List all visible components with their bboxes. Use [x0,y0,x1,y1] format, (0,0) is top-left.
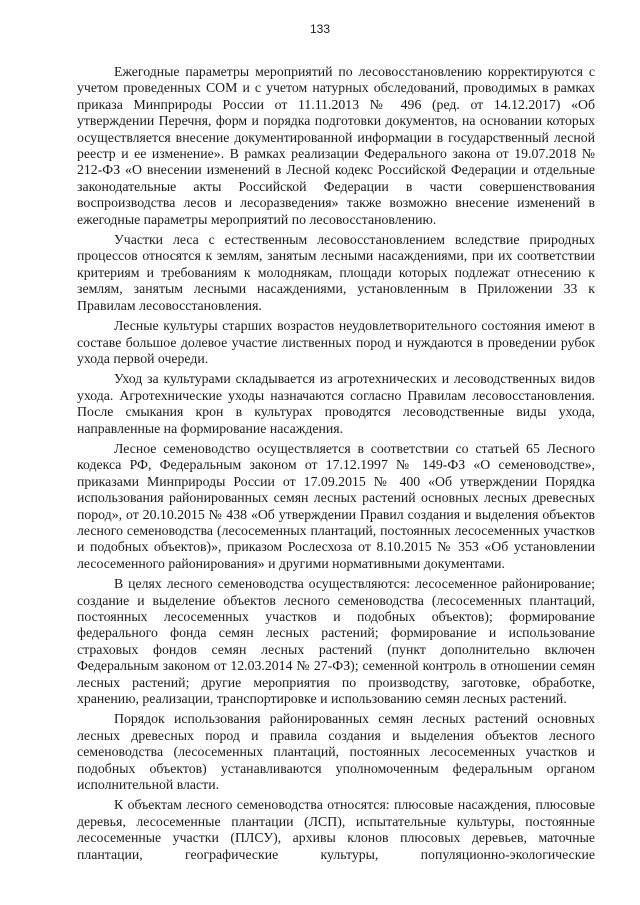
paragraph-seed-production-goals: В целях лесного семеноводства осуществляются: лесосеменное районирование; создание и выделение объектов лесного семеноводства (лесосеменных плантаций, постоянных лесосеменных участков и подобных объектов); формирование федерального фонда семян лесных растений; формирование и использование страховых фондов семян лесных растений (пункт дополнительно включен Федеральным законом от 12.03.2014 № 27-ФЗ); семенной контроль в отношении семян лесных растений; другие мероприятия по производству, заготовке, обработке, хранению, реализации, транспортировке и использованию семян лесных растений. [77,576,595,707]
document-body [77,64,595,867]
paragraph-culture-care: Уход за культурами складывается из агротехнических и лесоводственных видов ухода. Агротехнические уходы назначаются согласно Правилам лесовосстановления. После смыкания крон в культурах проводятся лесоводственные виды ухода, направленные на формирование насаждения. [77,371,595,436]
paragraph-older-forest-cultures: Лесные культуры старших возрастов неудовлетворительного состояния имеют в составе большое долевое участие лиственных пород и нуждаются в проведении рубок ухода первой очереди. [77,318,595,366]
paragraph-reforestation-parameters: Ежегодные параметры мероприятий по лесовосстановлению корректируются с учетом проведенных СОМ и с учетом натурных обследований, проводимых в рамках приказа Минприроды России от 11.11.2013 № 496 (ред. от 14.12.2017) «Об утверждении Перечня, форм и порядка подготовки документов, на основании которых осуществляется внесение документированной информации в государственный лесной реестр и ее изменение». В рамках реализации Федерального закона от 19.07.2018 № 212-ФЗ «О внесении изменений в Лесной кодекс Российской Федерации и отдельные законодательные акты Российской Федерации в части совершенствования воспроизводства лесов и лесоразведения» также возможно внесение изменений в ежегодные параметры мероприятий по лесовосстановлению. [77,64,595,227]
page-number: 133 [309,22,331,36]
paragraph-natural-reforestation: Участки леса с естественным лесовосстановлением вследствие природных процессов относятся к землям, занятым лесными насаждениями, при их соответствии критериям и требованиям к молоднякам, площади которых подлежат отнесению к землям, занятым лесными насаждениями, установленным в Приложении 33 к Правилам лесовосстановления. [77,232,595,313]
paragraph-seed-usage-procedure: Порядок использования районированных семян лесных растений основных лесных древесных пород и правила создания и выделения объектов лесного семеноводства (лесосеменных плантаций, постоянных лесосеменных участков и подобных объектов) устанавливаются уполномоченным федеральным органом исполнительной власти. [77,711,595,793]
paragraph-seed-objects: К объектам лесного семеноводства относятся: плюсовые насаждения, плюсовые деревья, лесосеменные плантации (ЛСП), испытательные культуры, постоянные лесосеменные участки (ПЛСУ), архивы клонов плюсовых деревьев, маточные плантации, географические культуры, популяционно-экологические [77,797,595,862]
paragraph-seed-production-law: Лесное семеноводство осуществляется в соответствии со статьей 65 Лесного кодекса РФ, Федеральным законом от 17.12.1997 № 149-ФЗ «О семеноводстве», приказами Минприроды России от 17.09.2015 № 400 «Об утверждении Порядка использования районированных семян лесных растений основных лесных древесных пород», от 20.10.2015 № 438 «Об утверждении Правил создания и выделения объектов лесного семеноводства (лесосеменных плантаций, постоянных лесосеменных участков и подобных объектов)», приказом Рослесхоза от 8.10.2015 № 353 «Об установлении лесосеменного районирования» и другими нормативными документами. [77,440,595,571]
